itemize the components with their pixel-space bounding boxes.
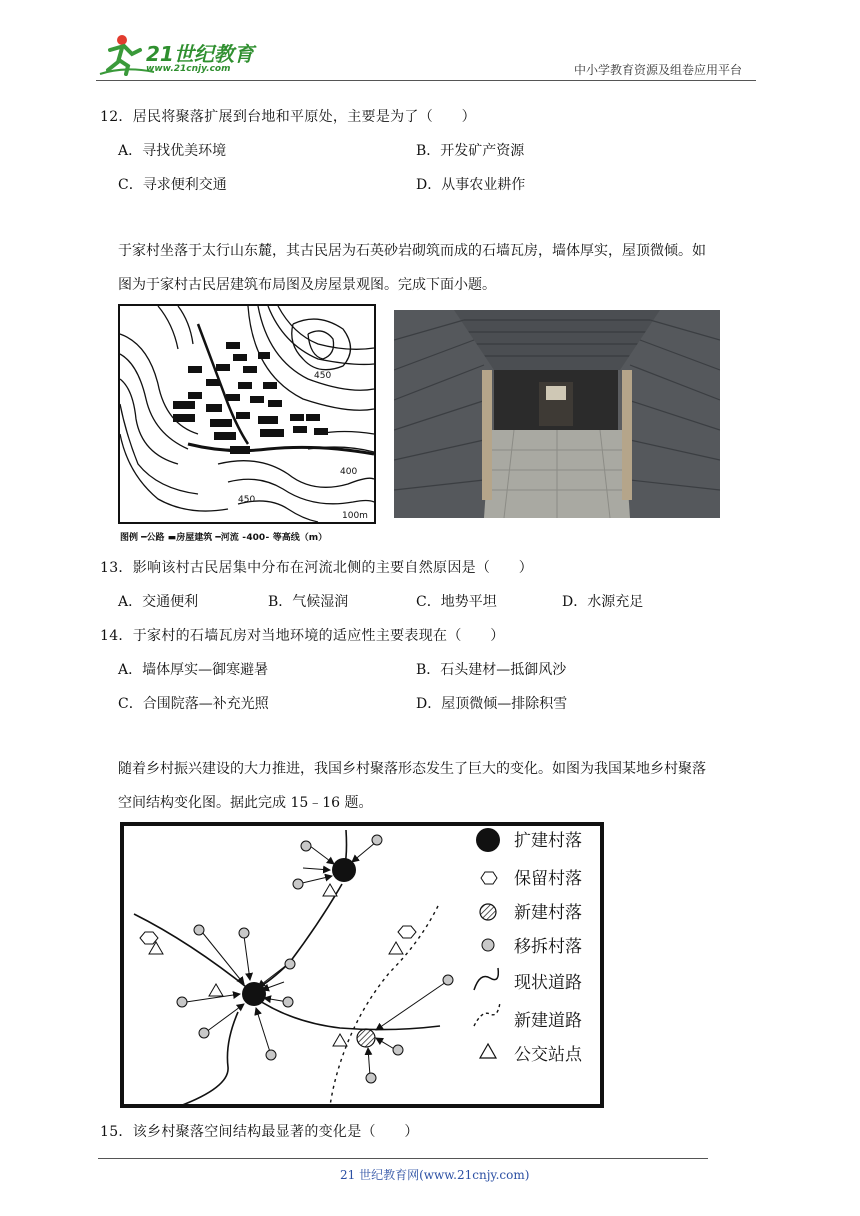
legend-bus-stop: 公交站点	[514, 1045, 582, 1065]
legend-new-road: 新建道路	[514, 1011, 582, 1031]
legend-expanded: 扩建村落	[514, 831, 582, 851]
question-12-stem: 12．居民将聚落扩展到台地和平原处，主要是为了（ ）	[100, 109, 476, 125]
q12-option-c[interactable]: C．寻求便利交通	[118, 177, 227, 193]
header-divider	[96, 80, 756, 81]
map-legend: 图例 ━公路 ▬房屋建筑 ━河流 ⁃400⁃ 等高线（m）	[120, 533, 328, 543]
question-14-stem: 14．于家村的石墙瓦房对当地环境的适应性主要表现在（ ）	[100, 628, 505, 644]
passage-2-line-1: 随着乡村振兴建设的大力推进，我国乡村聚落形态发生了巨大的变化。如图为我国某地乡村聚落	[118, 761, 706, 777]
house-landscape-photo	[394, 310, 720, 518]
footer-divider	[98, 1158, 708, 1159]
q13-option-d[interactable]: D．水源充足	[562, 594, 644, 610]
legend-existing-road: 现状道路	[514, 973, 582, 993]
q14-option-d[interactable]: D．屋顶微倾—排除积雪	[416, 696, 568, 712]
contour-label-400: 400	[340, 467, 358, 477]
q13-option-a[interactable]: A．交通便利	[118, 594, 199, 610]
contour-label-450-bottom: 450	[238, 495, 256, 505]
logo-text: 21世纪教育	[146, 42, 254, 66]
village-layout-map	[118, 304, 376, 526]
q14-option-b[interactable]: B．石头建材—抵御风沙	[416, 662, 567, 678]
q13-option-b[interactable]: B．气候湿润	[268, 594, 349, 610]
legend-new: 新建村落	[514, 903, 582, 923]
q14-option-a[interactable]: A．墙体厚实—御寒避暑	[118, 662, 269, 678]
passage-1-line-2: 图为于家村古民居建筑布局图及房屋景观图。完成下面小题。	[118, 277, 496, 293]
q12-option-d[interactable]: D．从事农业耕作	[416, 177, 526, 193]
q13-option-c[interactable]: C．地势平坦	[416, 594, 497, 610]
header-platform-text: 中小学教育资源及组卷应用平台	[574, 63, 743, 77]
q12-option-b[interactable]: B．开发矿产资源	[416, 143, 525, 159]
legend-relocated: 移拆村落	[514, 937, 582, 957]
contour-label-450-top: 450	[314, 371, 332, 381]
footer-text[interactable]: 21 世纪教育网(www.21cnjy.com)	[340, 1168, 530, 1182]
settlement-structure-diagram	[120, 822, 604, 1110]
q14-option-c[interactable]: C．合围院落—补充光照	[118, 696, 269, 712]
passage-1-line-1: 于家村坐落于太行山东麓，其古民居为石英砂岩砌筑而成的石墙瓦房，墙体厚实，屋顶微倾。如	[118, 243, 706, 259]
question-15-stem: 15．该乡村聚落空间结构最显著的变化是（ ）	[100, 1124, 419, 1140]
question-13-stem: 13．影响该村古民居集中分布在河流北侧的主要自然原因是（ ）	[100, 560, 534, 576]
q12-option-a[interactable]: A．寻找优美环境	[118, 143, 227, 159]
legend-retained: 保留村落	[514, 869, 582, 889]
scale-label: 100m	[342, 511, 368, 521]
logo-url: www.21cnjy.com	[146, 64, 231, 74]
passage-2-line-2: 空间结构变化图。据此完成 15﹣16 题。	[118, 795, 373, 811]
